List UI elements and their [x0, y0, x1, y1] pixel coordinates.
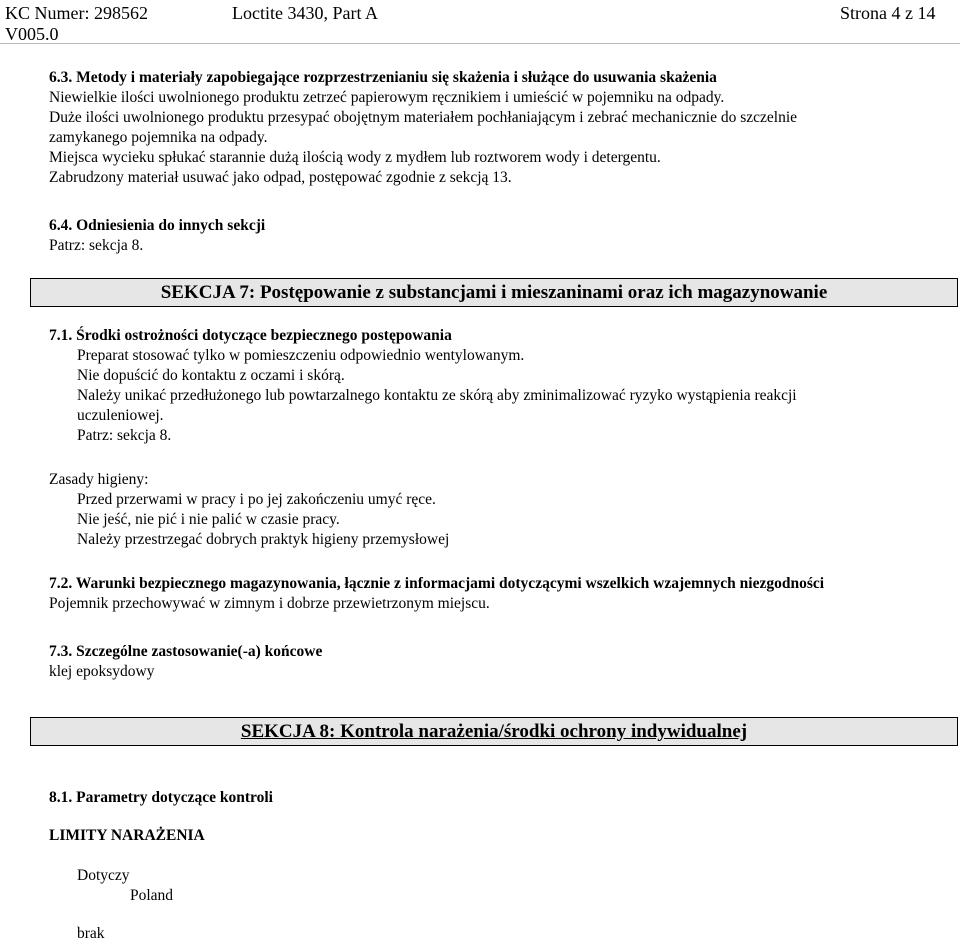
product-name: Loctite 3430, Part A — [232, 3, 378, 23]
exposure-limits-title: LIMITY NARAŻENIA — [49, 827, 205, 844]
section-7-1-line: Patrz: sekcja 8. — [77, 427, 172, 444]
section-7-1-line: Należy unikać przedłużonego lub powtarzalnego kontaktu ze skórą aby zminimalizować ryzyko wystąpienia reakcji — [77, 387, 797, 404]
section-6-3-line: zamykanego pojemnika na odpady. — [49, 129, 268, 146]
none-value: brak — [77, 925, 105, 942]
section-8-banner — [30, 717, 958, 746]
section-6-3-title: 6.3. Metody i materiały zapobiegające rozprzestrzenianiu się skażenia i służące do usuwania skażenia — [49, 69, 717, 86]
section-7-3-text: klej epoksydowy — [49, 663, 155, 680]
section-6-3-line: Miejsca wycieku spłukać starannie dużą ilością wody z mydłem lub roztworem wody i detergentu. — [49, 149, 661, 166]
section-7-1-line: uczuleniowej. — [77, 407, 164, 424]
section-7-1-line: Preparat stosować tylko w pomieszczeniu odpowiednio wentylowanym. — [77, 347, 525, 364]
hygiene-line: Nie jeść, nie pić i nie palić w czasie pracy. — [77, 511, 340, 528]
section-7-2-text: Pojemnik przechowywać w zimnym i dobrze przewietrzonym miejscu. — [49, 595, 490, 612]
section-6-4-text: Patrz: sekcja 8. — [49, 237, 144, 254]
section-8-heading: SEKCJA 8: Kontrola narażenia/środki ochrony indywidualnej — [240, 721, 748, 742]
section-6-3-line: Niewielkie ilości uwolnionego produktu zetrzeć papierowym ręcznikiem i umieścić w pojemniku na odpady. — [49, 89, 725, 106]
applies-label: Dotyczy — [77, 867, 130, 884]
section-7-1-line: Nie dopuścić do kontaktu z oczami i skórą. — [77, 367, 345, 384]
header-divider — [0, 43, 960, 44]
section-7-2-title: 7.2. Warunki bezpiecznego magazynowania, łącznie z informacjami dotyczącymi wszelkich wzajemnych niezgodności — [49, 575, 825, 592]
section-6-4-title: 6.4. Odniesienia do innych sekcji — [49, 217, 266, 234]
section-7-banner — [30, 278, 958, 307]
page-number: Strona 4 z 14 — [840, 3, 936, 23]
section-6-3-line: Duże ilości uwolnionego produktu przesypać obojętnym materiałem pochłaniającym i zebrać mechanicznie do szczelnie — [49, 109, 798, 126]
kc-number: KC Numer: 298562 — [5, 3, 148, 23]
section-8-1-title: 8.1. Parametry dotyczące kontroli — [49, 789, 273, 806]
section-7-heading: SEKCJA 7: Postępowanie z substancjami i mieszaninami oraz ich magazynowanie — [160, 282, 828, 303]
applies-value: Poland — [130, 887, 174, 904]
section-7-3-title: 7.3. Szczególne zastosowanie(-a) końcowe — [49, 643, 323, 660]
hygiene-line: Przed przerwami w pracy i po jej zakończeniu umyć ręce. — [77, 491, 436, 508]
hygiene-line: Należy przestrzegać dobrych praktyk higieny przemysłowej — [77, 531, 450, 548]
section-6-3-line: Zabrudzony materiał usuwać jako odpad, postępować zgodnie z sekcją 13. — [49, 169, 512, 186]
section-7-1-title: 7.1. Środki ostrożności dotyczące bezpiecznego postępowania — [49, 327, 452, 344]
hygiene-title: Zasady higieny: — [49, 471, 149, 488]
version: V005.0 — [5, 24, 59, 44]
